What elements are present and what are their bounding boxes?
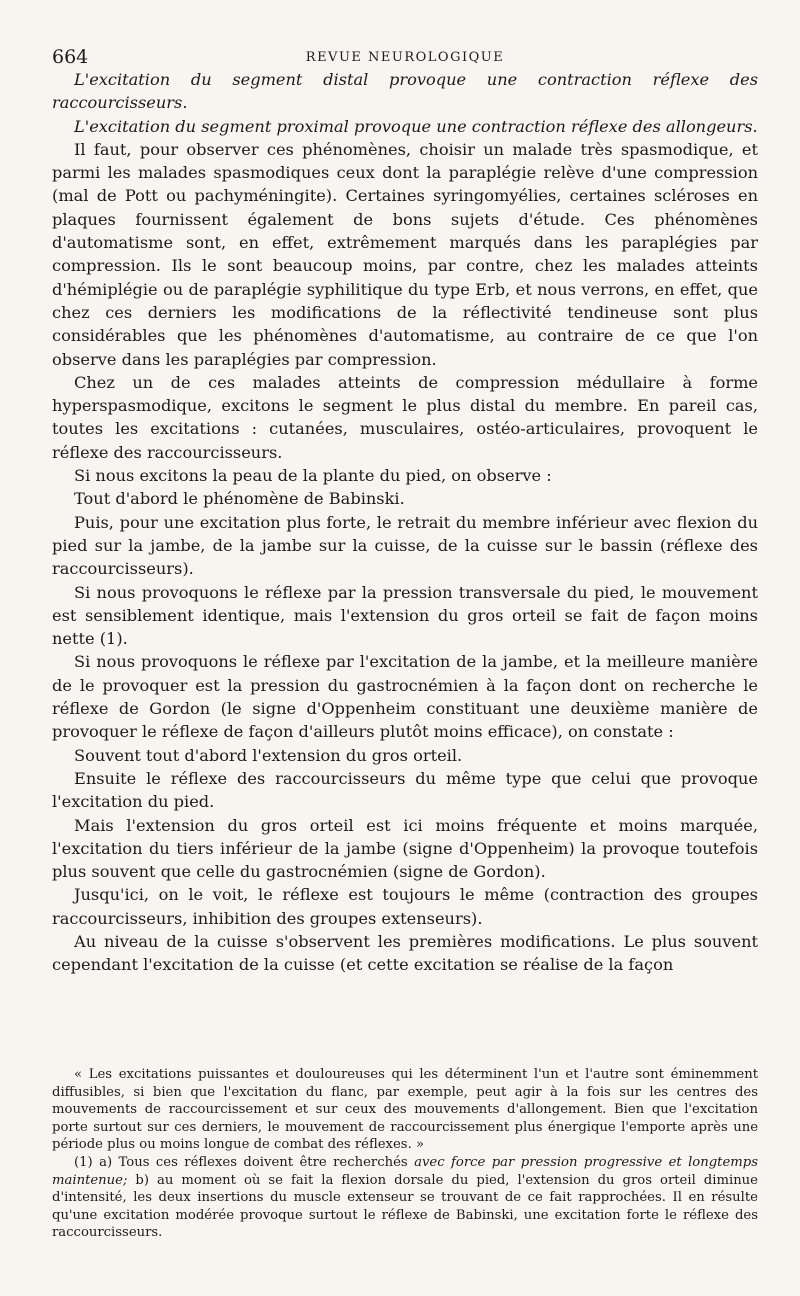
footnote-quote: « Les excitations puissantes et douloureuses qui les déterminent l'un et l'autre sont éminemment diffusibles, si bien que l'excitation du flanc, par exemple, peut agir à la fois sur les centres des mouvements de raccourcissement et sur ceux des mouvements d'allongement. Bien que l'excitation porte surtout sur ces derniers, le mouvement de raccourcissement plus énergique l'emporte après une période plus ou moins longue de combat des réflexes. »: [52, 1067, 758, 1153]
paragraph: Ensuite le réflexe des raccourcisseurs du même type que celui que provoque l'excitation du pied.: [52, 768, 758, 812]
paragraph: Au niveau de la cuisse s'observent les premières modifications. Le plus souvent cependant l'excitation de la cuisse (et cette excitation se réalise de la façon: [52, 931, 758, 975]
footnote-1: [52, 1154, 758, 1242]
page-number: 664: [52, 46, 89, 68]
footnote-1-emphasis: avec force par pression progressive et longtemps maintenue;: [52, 1154, 758, 1188]
footnote-1-end: b) au moment où se fait la flexion dorsale du pied, l'extension du gros orteil diminue d'intensité, les deux insertions du muscle extenseur se trouvant de ce fait rapprochées. Il en résulte qu'une excitation modérée provoque surtout le réflexe de Babinski, une excitation forte le réflexe des raccourcisseurs.: [52, 1172, 758, 1241]
paragraph: Souvent tout d'abord l'extension du gros orteil.: [74, 745, 463, 765]
footnote-1-start: (1) a) Tous ces réflexes doivent être recherchés: [74, 1154, 415, 1170]
body-text: [52, 68, 758, 977]
paragraph: Si nous excitons la peau de la plante du pied, on observe :: [74, 466, 552, 486]
page-header: [52, 38, 758, 68]
footnotes: [52, 1066, 758, 1242]
paragraph: Si nous provoquons le réflexe par la pression transversale du pied, le mouvement est sensiblement identique, mais l'extension du gros orteil se fait de façon moins nette (1).: [52, 582, 758, 649]
paragraph: Si nous provoquons le réflexe par l'excitation de la jambe, et la meilleure manière de le provoquer est la pression du gastrocnémien à la façon dont on recherche le réflexe de Gordon (le signe d'Oppenheim constituant une deuxième manière de provoquer le réflexe de façon d'ailleurs plutôt moins efficace), on constate :: [52, 652, 758, 742]
paragraph: Tout d'abord le phénomène de Babinski.: [74, 489, 405, 509]
paragraph-distal-segment: L'excitation du segment distal provoque une contraction réflexe des raccourcisseurs.: [52, 70, 758, 113]
paragraph-proximal-segment: L'excitation du segment proximal provoque une contraction réflexe des allongeurs.: [74, 116, 758, 136]
paragraph: Jusqu'ici, on le voit, le réflexe est toujours le même (contraction des groupes raccourcisseurs, inhibition des groupes extenseurs).: [52, 885, 758, 928]
page: [52, 38, 758, 1241]
paragraph: Il faut, pour observer ces phénomènes, choisir un malade très spasmodique, et parmi les malades spasmodiques ceux dont la paraplégie relève d'une compression (mal de Pott ou pachyméningite). Certaines syringomyélies, certaines scléroses en plaques fournissent également de bons sujets d'étude. Ces phénomènes d'automatisme sont, en effet, extrêmement marqués dans les paraplégies par compression. Ils le sont beaucoup moins, par contre, chez les malades atteints d'hémiplégie ou de paraplégie syphilitique du type Erb, et nous verrons, en effet, que chez ces derniers les modifications de la réflectivité tendineuse sont plus considérables que les phénomènes d'automatisme, au contraire de ce que l'on observe dans les paraplégies par compression.: [52, 139, 758, 369]
paragraph: Chez un de ces malades atteints de compression médullaire à forme hyperspasmodique, excitons le segment le plus distal du membre. En pareil cas, toutes les excitations : cutanées, musculaires, ostéo-articulaires, provoquent le réflexe des raccourcisseurs.: [52, 372, 758, 462]
paragraph: Puis, pour une excitation plus forte, le retrait du membre inférieur avec flexion du pied sur la jambe, de la jambe sur la cuisse, de la cuisse sur le bassin (réflexe des raccourcisseurs).: [52, 512, 758, 579]
paragraph: Mais l'extension du gros orteil est ici moins fréquente et moins marquée, l'excitation du tiers inférieur de la jambe (signe d'Oppenheim) la provoque toutefois plus souvent que celle du gastrocnémien (signe de Gordon).: [52, 815, 758, 882]
running-head: REVUE NEUROLOGIQUE: [305, 50, 505, 65]
